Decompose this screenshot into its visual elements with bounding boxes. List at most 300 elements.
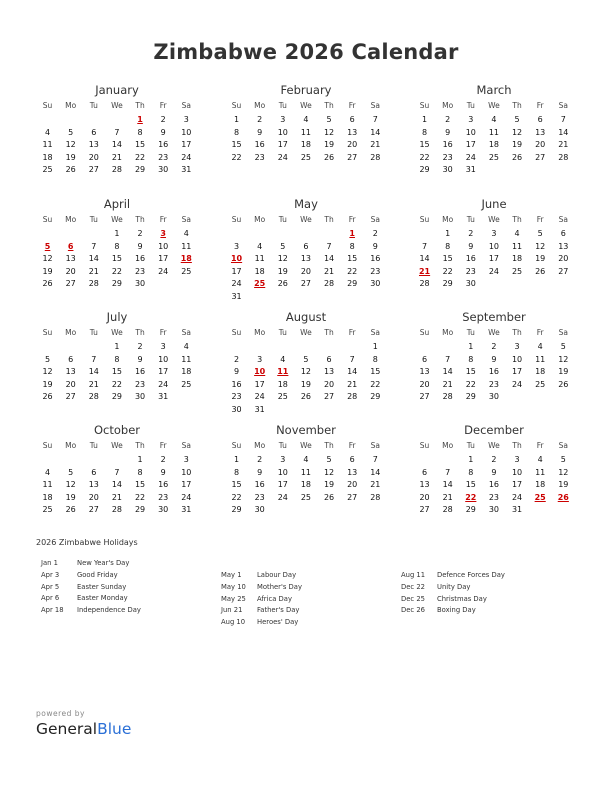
- day-cell[interactable]: 9: [468, 241, 474, 251]
- day-cell[interactable]: 18: [254, 266, 265, 276]
- day-cell[interactable]: 9: [234, 367, 240, 376]
- day-cell[interactable]: 8: [468, 354, 474, 364]
- day-cell[interactable]: 26: [535, 266, 546, 276]
- day-cell[interactable]: 21: [347, 379, 358, 389]
- day-cell[interactable]: 1: [234, 455, 240, 464]
- day-cell[interactable]: 14: [370, 127, 381, 137]
- day-cell[interactable]: 11: [488, 127, 500, 137]
- day-cell[interactable]: 23: [488, 379, 500, 389]
- day-cell[interactable]: 19: [323, 480, 335, 489]
- day-cell[interactable]: 1: [422, 115, 428, 124]
- day-cell[interactable]: 27: [323, 392, 335, 401]
- day-cell[interactable]: 1: [372, 342, 378, 351]
- holiday-day-cell[interactable]: 1: [137, 115, 143, 124]
- day-cell[interactable]: 1: [137, 455, 143, 464]
- day-cell[interactable]: 21: [558, 140, 569, 149]
- day-cell[interactable]: 22: [465, 379, 476, 389]
- day-cell[interactable]: 19: [42, 266, 53, 276]
- day-cell[interactable]: 28: [442, 392, 453, 401]
- day-cell[interactable]: 20: [323, 379, 335, 389]
- day-cell[interactable]: 23: [254, 152, 265, 162]
- day-cell[interactable]: 4: [45, 467, 51, 477]
- day-cell[interactable]: 21: [88, 266, 99, 276]
- day-cell[interactable]: 3: [183, 115, 189, 124]
- day-cell[interactable]: 26: [277, 279, 288, 288]
- brand-logo[interactable]: [36, 720, 131, 738]
- day-cell[interactable]: 21: [442, 379, 453, 389]
- day-cell[interactable]: 4: [183, 342, 189, 351]
- day-cell[interactable]: 29: [347, 279, 358, 288]
- day-cell[interactable]: 9: [160, 467, 166, 477]
- day-cell[interactable]: 29: [465, 392, 476, 401]
- day-cell[interactable]: 5: [45, 354, 51, 364]
- day-cell[interactable]: 18: [42, 492, 53, 502]
- day-cell[interactable]: 16: [134, 254, 146, 263]
- day-cell[interactable]: 22: [442, 266, 453, 276]
- day-cell[interactable]: 6: [91, 127, 97, 137]
- day-cell[interactable]: 22: [419, 152, 430, 162]
- day-cell[interactable]: 6: [422, 467, 428, 477]
- day-cell[interactable]: 2: [491, 342, 497, 351]
- day-cell[interactable]: 9: [491, 354, 497, 364]
- day-cell[interactable]: 27: [347, 492, 358, 502]
- day-cell[interactable]: 17: [158, 254, 169, 263]
- day-cell[interactable]: 20: [347, 480, 358, 489]
- day-cell[interactable]: 25: [535, 379, 546, 389]
- day-cell[interactable]: 6: [68, 354, 74, 364]
- day-cell[interactable]: 4: [491, 115, 497, 124]
- day-cell[interactable]: 30: [134, 392, 146, 401]
- day-cell[interactable]: 27: [347, 152, 358, 162]
- day-cell[interactable]: 31: [254, 404, 265, 414]
- day-cell[interactable]: 16: [231, 379, 242, 389]
- day-cell[interactable]: 3: [280, 455, 286, 464]
- day-cell[interactable]: 17: [277, 480, 288, 489]
- day-cell[interactable]: 20: [419, 492, 430, 502]
- day-cell[interactable]: 28: [370, 152, 381, 162]
- day-cell[interactable]: 2: [160, 455, 166, 464]
- holiday-day-cell[interactable]: 11: [277, 367, 289, 376]
- day-cell[interactable]: 31: [181, 505, 192, 514]
- day-cell[interactable]: 30: [134, 279, 146, 288]
- holiday-day-cell[interactable]: 21: [418, 266, 431, 276]
- day-cell[interactable]: 12: [42, 367, 53, 376]
- day-cell[interactable]: 27: [300, 279, 312, 288]
- day-cell[interactable]: 30: [254, 505, 265, 514]
- day-cell[interactable]: 8: [137, 127, 143, 137]
- day-cell[interactable]: 29: [134, 165, 146, 174]
- day-cell[interactable]: 4: [280, 354, 286, 364]
- day-cell[interactable]: 3: [514, 342, 520, 351]
- day-cell[interactable]: 2: [445, 115, 451, 124]
- day-cell[interactable]: 25: [277, 392, 288, 401]
- day-cell[interactable]: 17: [231, 266, 242, 276]
- day-cell[interactable]: 7: [422, 241, 428, 251]
- day-cell[interactable]: 7: [445, 467, 451, 477]
- day-cell[interactable]: 24: [158, 379, 169, 389]
- day-cell[interactable]: 28: [111, 505, 123, 514]
- day-cell[interactable]: 16: [254, 480, 265, 489]
- day-cell[interactable]: 6: [349, 115, 355, 124]
- day-cell[interactable]: 16: [465, 254, 476, 263]
- holiday-day-cell[interactable]: 10: [254, 367, 266, 376]
- day-cell[interactable]: 1: [445, 229, 451, 238]
- day-cell[interactable]: 9: [137, 241, 143, 251]
- day-cell[interactable]: 14: [558, 127, 569, 137]
- day-cell[interactable]: 12: [323, 467, 335, 477]
- day-cell[interactable]: 21: [323, 266, 335, 276]
- day-cell[interactable]: 5: [514, 115, 520, 124]
- day-cell[interactable]: 7: [91, 354, 97, 364]
- day-cell[interactable]: 24: [277, 152, 288, 162]
- day-cell[interactable]: 8: [114, 354, 120, 364]
- day-cell[interactable]: 23: [158, 492, 169, 502]
- day-cell[interactable]: 8: [468, 467, 474, 477]
- day-cell[interactable]: 13: [65, 367, 76, 376]
- day-cell[interactable]: 11: [181, 354, 192, 364]
- day-cell[interactable]: 14: [419, 254, 430, 263]
- day-cell[interactable]: 24: [277, 492, 288, 502]
- day-cell[interactable]: 11: [254, 254, 265, 263]
- day-cell[interactable]: 4: [183, 229, 189, 238]
- day-cell[interactable]: 16: [488, 480, 500, 489]
- day-cell[interactable]: 31: [158, 392, 169, 401]
- day-cell[interactable]: 22: [134, 152, 146, 162]
- day-cell[interactable]: 28: [323, 279, 335, 288]
- day-cell[interactable]: 25: [300, 152, 312, 162]
- day-cell[interactable]: 15: [419, 140, 430, 149]
- day-cell[interactable]: 13: [65, 254, 76, 263]
- day-cell[interactable]: 7: [114, 127, 120, 137]
- day-cell[interactable]: 28: [347, 392, 358, 401]
- day-cell[interactable]: 9: [257, 467, 263, 477]
- day-cell[interactable]: 12: [277, 254, 288, 263]
- day-cell[interactable]: 16: [370, 254, 381, 263]
- day-cell[interactable]: 11: [535, 467, 546, 477]
- day-cell[interactable]: 26: [65, 505, 76, 514]
- day-cell[interactable]: 23: [134, 379, 146, 389]
- day-cell[interactable]: 30: [442, 165, 453, 174]
- day-cell[interactable]: 30: [465, 279, 476, 288]
- day-cell[interactable]: 14: [347, 367, 358, 376]
- day-cell[interactable]: 14: [88, 367, 99, 376]
- day-cell[interactable]: 7: [372, 455, 378, 464]
- day-cell[interactable]: 26: [558, 379, 569, 389]
- day-cell[interactable]: 27: [419, 392, 430, 401]
- day-cell[interactable]: 8: [234, 127, 240, 137]
- day-cell[interactable]: 15: [111, 254, 123, 263]
- day-cell[interactable]: 6: [349, 455, 355, 464]
- day-cell[interactable]: 28: [88, 279, 99, 288]
- day-cell[interactable]: 18: [277, 379, 288, 389]
- day-cell[interactable]: 19: [300, 379, 312, 389]
- day-cell[interactable]: 26: [323, 152, 335, 162]
- day-cell[interactable]: 18: [511, 254, 523, 263]
- day-cell[interactable]: 5: [537, 229, 543, 238]
- day-cell[interactable]: 18: [181, 367, 192, 376]
- day-cell[interactable]: 6: [537, 115, 543, 124]
- day-cell[interactable]: 28: [111, 165, 123, 174]
- day-cell[interactable]: 4: [537, 455, 543, 464]
- day-cell[interactable]: 24: [181, 152, 192, 162]
- day-cell[interactable]: 11: [300, 467, 312, 477]
- day-cell[interactable]: 2: [137, 229, 143, 238]
- day-cell[interactable]: 19: [535, 254, 546, 263]
- day-cell[interactable]: 5: [68, 127, 74, 137]
- day-cell[interactable]: 13: [347, 127, 358, 137]
- day-cell[interactable]: 12: [558, 467, 569, 477]
- day-cell[interactable]: 15: [347, 254, 358, 263]
- holiday-day-cell[interactable]: 6: [67, 241, 74, 251]
- day-cell[interactable]: 6: [326, 354, 332, 364]
- holiday-day-cell[interactable]: 22: [465, 492, 477, 502]
- day-cell[interactable]: 1: [234, 115, 240, 124]
- day-cell[interactable]: 29: [370, 392, 381, 401]
- day-cell[interactable]: 28: [419, 279, 430, 288]
- day-cell[interactable]: 1: [114, 342, 120, 351]
- day-cell[interactable]: 12: [323, 127, 335, 137]
- day-cell[interactable]: 29: [134, 505, 146, 514]
- day-cell[interactable]: 29: [465, 505, 476, 514]
- day-cell[interactable]: 29: [419, 165, 430, 174]
- day-cell[interactable]: 4: [45, 127, 51, 137]
- day-cell[interactable]: 13: [300, 254, 312, 263]
- day-cell[interactable]: 14: [370, 467, 381, 477]
- day-cell[interactable]: 17: [181, 140, 192, 149]
- day-cell[interactable]: 10: [465, 127, 476, 137]
- day-cell[interactable]: 19: [511, 140, 523, 149]
- day-cell[interactable]: 17: [158, 367, 169, 376]
- day-cell[interactable]: 15: [134, 140, 146, 149]
- day-cell[interactable]: 27: [88, 505, 99, 514]
- day-cell[interactable]: 19: [558, 367, 569, 376]
- holiday-day-cell[interactable]: 5: [44, 241, 51, 251]
- day-cell[interactable]: 25: [42, 505, 53, 514]
- day-cell[interactable]: 19: [65, 492, 76, 502]
- holiday-day-cell[interactable]: 18: [180, 254, 192, 263]
- day-cell[interactable]: 21: [111, 152, 123, 162]
- day-cell[interactable]: 24: [488, 266, 500, 276]
- day-cell[interactable]: 13: [419, 480, 430, 489]
- day-cell[interactable]: 18: [535, 367, 546, 376]
- day-cell[interactable]: 15: [465, 367, 476, 376]
- day-cell[interactable]: 12: [535, 241, 546, 251]
- day-cell[interactable]: 8: [234, 467, 240, 477]
- day-cell[interactable]: 21: [370, 480, 381, 489]
- day-cell[interactable]: 6: [560, 229, 566, 238]
- day-cell[interactable]: 5: [280, 241, 286, 251]
- day-cell[interactable]: 7: [326, 241, 332, 251]
- holiday-day-cell[interactable]: 1: [349, 229, 355, 238]
- day-cell[interactable]: 31: [181, 165, 192, 174]
- day-cell[interactable]: 19: [277, 266, 288, 276]
- day-cell[interactable]: 15: [111, 367, 123, 376]
- day-cell[interactable]: 17: [511, 367, 523, 376]
- day-cell[interactable]: 9: [257, 127, 263, 137]
- day-cell[interactable]: 4: [303, 115, 309, 124]
- day-cell[interactable]: 28: [442, 505, 453, 514]
- day-cell[interactable]: 19: [42, 379, 53, 389]
- day-cell[interactable]: 17: [181, 480, 192, 489]
- day-cell[interactable]: 7: [560, 115, 566, 124]
- day-cell[interactable]: 24: [181, 492, 192, 502]
- day-cell[interactable]: 5: [560, 342, 566, 351]
- day-cell[interactable]: 22: [370, 379, 381, 389]
- day-cell[interactable]: 25: [181, 266, 192, 276]
- day-cell[interactable]: 30: [488, 505, 500, 514]
- day-cell[interactable]: 22: [231, 492, 242, 502]
- day-cell[interactable]: 12: [511, 127, 523, 137]
- day-cell[interactable]: 31: [465, 165, 476, 174]
- day-cell[interactable]: 18: [535, 480, 546, 489]
- day-cell[interactable]: 23: [158, 152, 169, 162]
- day-cell[interactable]: 19: [65, 152, 76, 162]
- day-cell[interactable]: 2: [257, 115, 263, 124]
- day-cell[interactable]: 14: [88, 254, 99, 263]
- day-cell[interactable]: 12: [65, 140, 76, 149]
- day-cell[interactable]: 10: [511, 354, 523, 364]
- day-cell[interactable]: 13: [558, 241, 569, 251]
- day-cell[interactable]: 22: [231, 152, 242, 162]
- day-cell[interactable]: 13: [419, 367, 430, 376]
- day-cell[interactable]: 26: [42, 279, 53, 288]
- day-cell[interactable]: 8: [114, 241, 120, 251]
- day-cell[interactable]: 9: [137, 354, 143, 364]
- day-cell[interactable]: 30: [488, 392, 500, 401]
- day-cell[interactable]: 4: [303, 455, 309, 464]
- day-cell[interactable]: 17: [277, 140, 288, 149]
- day-cell[interactable]: 7: [372, 115, 378, 124]
- day-cell[interactable]: 2: [468, 229, 474, 238]
- day-cell[interactable]: 3: [183, 455, 189, 464]
- day-cell[interactable]: 8: [372, 354, 378, 364]
- day-cell[interactable]: 23: [488, 492, 500, 502]
- day-cell[interactable]: 13: [535, 127, 546, 137]
- holiday-day-cell[interactable]: 3: [160, 229, 166, 238]
- day-cell[interactable]: 13: [323, 367, 335, 376]
- day-cell[interactable]: 26: [323, 492, 335, 502]
- day-cell[interactable]: 9: [445, 127, 451, 137]
- day-cell[interactable]: 16: [134, 367, 146, 376]
- day-cell[interactable]: 5: [560, 455, 566, 464]
- day-cell[interactable]: 8: [445, 241, 451, 251]
- day-cell[interactable]: 6: [422, 354, 428, 364]
- day-cell[interactable]: 24: [465, 152, 476, 162]
- day-cell[interactable]: 26: [511, 152, 523, 162]
- day-cell[interactable]: 9: [372, 241, 378, 251]
- day-cell[interactable]: 5: [326, 455, 332, 464]
- day-cell[interactable]: 3: [234, 241, 240, 251]
- day-cell[interactable]: 10: [181, 467, 192, 477]
- day-cell[interactable]: 8: [349, 241, 355, 251]
- day-cell[interactable]: 24: [511, 379, 523, 389]
- day-cell[interactable]: 23: [465, 266, 476, 276]
- day-cell[interactable]: 5: [303, 354, 309, 364]
- day-cell[interactable]: 28: [370, 492, 381, 502]
- day-cell[interactable]: 4: [514, 229, 520, 238]
- day-cell[interactable]: 7: [349, 354, 355, 364]
- day-cell[interactable]: 3: [468, 115, 474, 124]
- holiday-day-cell[interactable]: 25: [534, 492, 546, 502]
- day-cell[interactable]: 5: [326, 115, 332, 124]
- day-cell[interactable]: 22: [347, 266, 358, 276]
- day-cell[interactable]: 18: [300, 140, 312, 149]
- day-cell[interactable]: 30: [370, 279, 381, 288]
- day-cell[interactable]: 24: [158, 266, 169, 276]
- day-cell[interactable]: 2: [372, 229, 378, 238]
- day-cell[interactable]: 13: [347, 467, 358, 477]
- holiday-day-cell[interactable]: 25: [254, 279, 266, 288]
- day-cell[interactable]: 27: [65, 279, 76, 288]
- day-cell[interactable]: 20: [65, 379, 76, 389]
- day-cell[interactable]: 29: [111, 279, 123, 288]
- day-cell[interactable]: 21: [111, 492, 123, 502]
- day-cell[interactable]: 3: [514, 455, 520, 464]
- day-cell[interactable]: 15: [465, 480, 476, 489]
- day-cell[interactable]: 26: [42, 392, 53, 401]
- day-cell[interactable]: 11: [300, 127, 312, 137]
- day-cell[interactable]: 28: [558, 152, 569, 162]
- day-cell[interactable]: 16: [488, 367, 500, 376]
- day-cell[interactable]: 20: [535, 140, 546, 149]
- day-cell[interactable]: 15: [231, 480, 242, 489]
- day-cell[interactable]: 16: [442, 140, 453, 149]
- day-cell[interactable]: 11: [42, 140, 53, 149]
- day-cell[interactable]: 17: [254, 379, 265, 389]
- day-cell[interactable]: 10: [488, 241, 500, 251]
- day-cell[interactable]: 23: [254, 492, 265, 502]
- day-cell[interactable]: 27: [558, 266, 569, 276]
- day-cell[interactable]: 7: [114, 467, 120, 477]
- day-cell[interactable]: 15: [231, 140, 242, 149]
- day-cell[interactable]: 3: [160, 342, 166, 351]
- day-cell[interactable]: 11: [181, 241, 192, 251]
- day-cell[interactable]: 24: [511, 492, 523, 502]
- day-cell[interactable]: 21: [370, 140, 381, 149]
- day-cell[interactable]: 9: [160, 127, 166, 137]
- day-cell[interactable]: 10: [181, 127, 192, 137]
- day-cell[interactable]: 30: [231, 404, 242, 414]
- day-cell[interactable]: 24: [254, 392, 265, 401]
- day-cell[interactable]: 2: [491, 455, 497, 464]
- day-cell[interactable]: 22: [111, 379, 123, 389]
- day-cell[interactable]: 14: [442, 480, 453, 489]
- day-cell[interactable]: 1: [468, 455, 474, 464]
- day-cell[interactable]: 21: [442, 492, 453, 502]
- day-cell[interactable]: 7: [91, 241, 97, 251]
- day-cell[interactable]: 6: [91, 467, 97, 477]
- day-cell[interactable]: 15: [370, 367, 381, 376]
- day-cell[interactable]: 29: [111, 392, 123, 401]
- day-cell[interactable]: 18: [300, 480, 312, 489]
- holiday-day-cell[interactable]: 10: [230, 254, 243, 263]
- day-cell[interactable]: 23: [231, 392, 242, 401]
- day-cell[interactable]: 27: [535, 152, 546, 162]
- day-cell[interactable]: 16: [158, 140, 169, 149]
- day-cell[interactable]: 20: [88, 152, 99, 162]
- day-cell[interactable]: 11: [535, 354, 546, 364]
- day-cell[interactable]: 14: [111, 140, 123, 149]
- day-cell[interactable]: 2: [257, 455, 263, 464]
- day-cell[interactable]: 27: [65, 392, 76, 401]
- day-cell[interactable]: 13: [88, 480, 99, 489]
- day-cell[interactable]: 2: [234, 354, 240, 364]
- day-cell[interactable]: 17: [511, 480, 523, 489]
- day-cell[interactable]: 22: [134, 492, 146, 502]
- day-cell[interactable]: 27: [88, 165, 99, 174]
- day-cell[interactable]: 19: [558, 480, 569, 489]
- day-cell[interactable]: 10: [277, 127, 288, 137]
